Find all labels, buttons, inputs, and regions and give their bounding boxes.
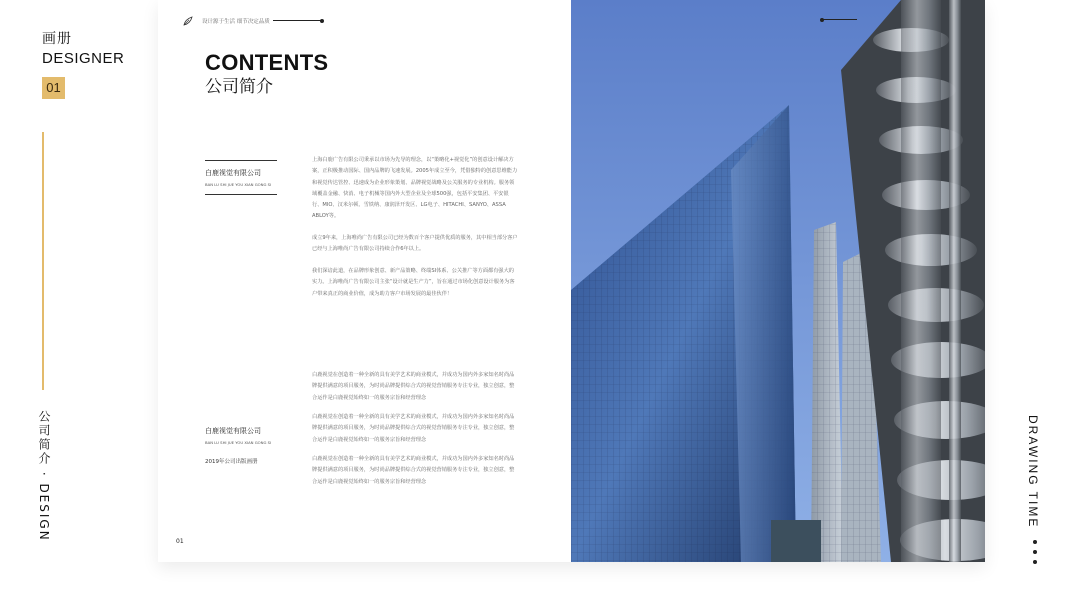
page-title: CONTENTS — [205, 50, 329, 75]
company-pinyin: BAN LU SHI JUE YOU XIAN GONG SI — [205, 440, 272, 445]
vertical-section-label: 公司简介 · DESIGN — [37, 410, 51, 542]
block-bottom-rule — [205, 194, 277, 195]
dot — [1033, 550, 1037, 554]
company-label-block — [205, 160, 277, 195]
page-number: 01 — [176, 538, 184, 545]
intro-paragraph: 上海白鹿广告有限公司秉承以市场为先导的理念，以“策略化+视觉化”的创意设计解决方案，正积极推动国际、国内品牌的飞速发展。2005年成立至今，凭借独特的创意思维能力和视觉传达管控、迅速成为企业形象策划、品牌视觉战略及公关服务的专业机构。服务领域覆盖金融、快消、电子机械等国内外大型企业及全球500强，包括平安集团、平安银行、MIO、汉米尔顿、雪铁纳、康润泽开发区、LG电子、HITACHI、SANYO、ASSA ABLOY等。 — [312, 157, 518, 220]
skyscraper-photo — [571, 0, 985, 562]
gold-divider — [42, 132, 44, 390]
publication-year: 2019年公司出版画册 — [205, 459, 258, 465]
company-name: 白鹿视觉有限公司 — [205, 169, 261, 177]
page-subtitle: 公司简介 — [205, 77, 273, 97]
dot — [1033, 560, 1037, 564]
vertical-drawing-time: DRAWING TIME — [1026, 415, 1040, 529]
mission-paragraph: 白鹿视觉在创造着一种全新的具有美学艺术的商业模式，并成功为国内外多家知名时尚品牌提供满意的项目服务，为时尚品牌提供综合式的视觉营销服务专注专业，独立创意，整合运作是白鹿视觉始终如一的服务宗旨和经营理念 — [312, 372, 515, 401]
section-number-badge: 01 — [42, 77, 65, 99]
vertical-dots-icon[interactable] — [1033, 540, 1037, 570]
header-rule-dot — [320, 19, 324, 23]
block-top-rule — [205, 160, 277, 161]
history-paragraph: 成立9年来，上海唯尚广告有限公司已经为数百个客户提供优质的服务，其中相当部分客户已经与上海唯尚广告有限公司持续合作6年以上。 — [312, 235, 518, 253]
brand-title-cn: 画册 — [42, 31, 72, 47]
dot — [1033, 540, 1037, 544]
mission-paragraph: 白鹿视觉在创造着一种全新的具有美学艺术的商业模式，并成功为国内外多家知名时尚品牌提供满意的项目服务，为时尚品牌提供综合式的视觉营销服务专注专业，独立创意，整合运作是白鹿视觉始终如一的服务宗旨和经营理念 — [312, 414, 515, 443]
leaf-logo-icon — [182, 15, 194, 27]
brand-title-en: DESIGNER — [42, 50, 125, 67]
mission-paragraph: 白鹿视觉在创造着一种全新的具有美学艺术的商业模式，并成功为国内外多家知名时尚品牌提供满意的项目服务，为时尚品牌提供综合式的视觉营销服务专注专业，独立创意，整合运作是白鹿视觉始终如一的服务宗旨和经营理念 — [312, 456, 515, 485]
company-label-block-2 — [205, 419, 295, 465]
company-pinyin: BAN LU SHI JUE YOU XIAN GONG SI — [205, 182, 272, 187]
photo-rule-dot — [820, 18, 824, 22]
strength-paragraph: 我们深谙此道，在品牌形象创意、新产品策略、终端SI体系、公关推广等方面都有强大的实力。上海唯尚广告有限公司主张“设计就是生产力”，旨在通过市场化创意设计服务为客户带来真正的商业价值，成为助力客户市场发展的最佳伙伴！ — [312, 268, 515, 297]
company-name: 白鹿视觉有限公司 — [205, 427, 261, 435]
header-tagline: 设计源于生活 细节决定品质 — [202, 19, 270, 25]
photo-rule — [822, 19, 857, 20]
header-rule — [273, 20, 321, 21]
